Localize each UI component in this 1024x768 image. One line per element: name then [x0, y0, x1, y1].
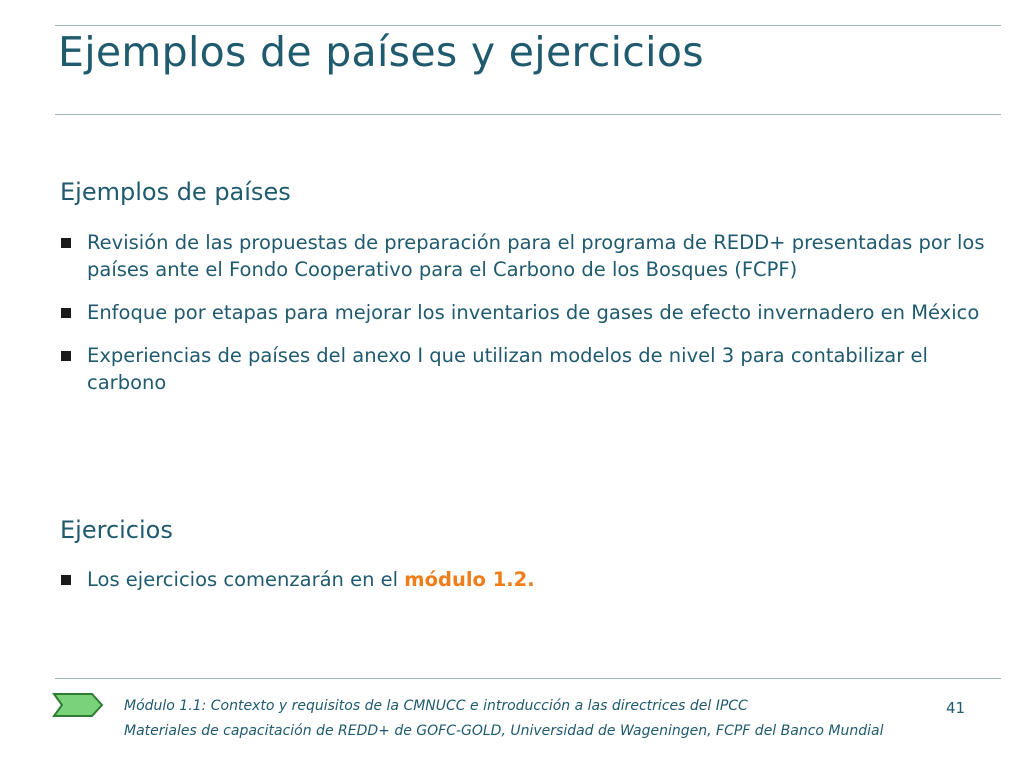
bullet-icon	[61, 238, 71, 248]
bullet-icon	[61, 308, 71, 318]
bullet-text: Enfoque por etapas para mejorar los inventarios de gases de efecto invernadero en México	[87, 301, 980, 324]
list-item	[60, 342, 990, 396]
examples-list	[60, 229, 990, 396]
list-item	[60, 299, 990, 326]
section-heading-examples: Ejemplos de países	[60, 178, 291, 206]
arrow-icon	[52, 692, 104, 718]
list-item	[60, 566, 990, 593]
bullet-text: Los ejercicios comenzarán en el	[87, 568, 399, 591]
bullet-icon	[61, 575, 71, 585]
module-highlight: módulo 1.2.	[404, 568, 535, 591]
bullet-icon	[61, 351, 71, 361]
footer-module-text: Módulo 1.1: Contexto y requisitos de la CMNUCC e introducción a las directrices del IPCC	[124, 698, 748, 714]
page-number: 41	[946, 699, 966, 717]
bullet-text: Revisión de las propuestas de preparación para el programa de REDD+ presentadas por los países ante el Fondo Cooperativo para el Carbono de los Bosques (FCPF)	[87, 231, 985, 281]
top-rule	[55, 25, 1001, 26]
footer-credits-text: Materiales de capacitación de REDD+ de GOFC-GOLD, Universidad de Wageningen, FCPF del Banco Mundial	[124, 723, 884, 739]
bullet-text: Experiencias de países del anexo I que utilizan modelos de nivel 3 para contabilizar el carbono	[87, 344, 928, 394]
exercises-list	[60, 566, 990, 593]
title-rule	[55, 114, 1001, 115]
slide-title: Ejemplos de países y ejercicios	[58, 28, 704, 76]
list-item	[60, 229, 990, 283]
section-heading-exercises: Ejercicios	[60, 516, 173, 544]
footer-rule	[55, 678, 1001, 679]
